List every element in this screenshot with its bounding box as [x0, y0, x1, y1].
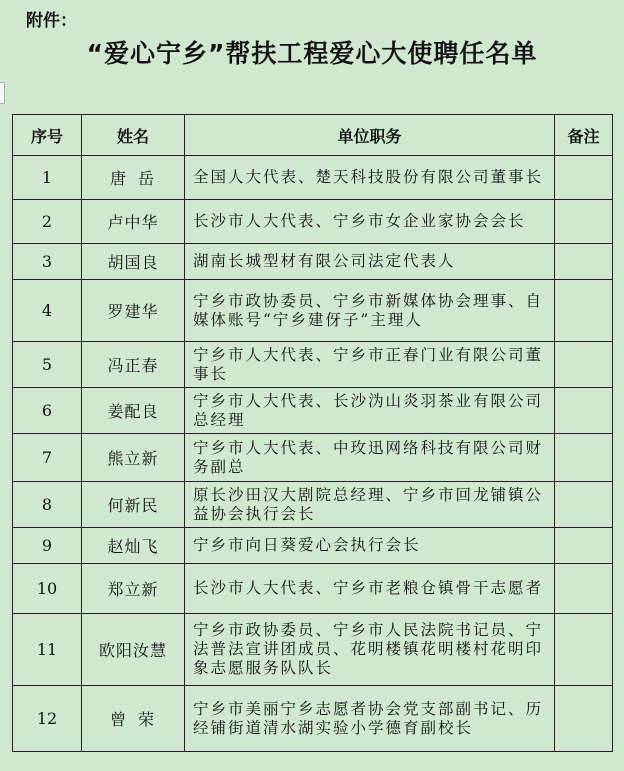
row-name: 赵灿飞	[82, 528, 185, 564]
row-name: 冯正春	[82, 342, 185, 388]
table-row	[13, 388, 613, 434]
row-name: 郑立新	[82, 564, 185, 614]
row-note	[555, 342, 613, 388]
row-number: 1	[13, 156, 82, 200]
row-duty: 宁乡市向日葵爱心会执行会长	[185, 528, 555, 564]
row-number: 6	[13, 388, 82, 434]
row-number: 4	[13, 280, 82, 342]
row-note	[555, 686, 613, 752]
row-note	[555, 482, 613, 528]
row-duty: 长沙市人大代表、宁乡市老粮仓镇骨干志愿者	[185, 564, 555, 614]
table-row	[13, 564, 613, 614]
page-edge-tab	[0, 82, 5, 104]
row-duty: 宁乡市政协委员、宁乡市人民法院书记员、宁法普法宣讲团成员、花明楼镇花明楼村花明印象志愿服务队队长	[185, 614, 555, 686]
row-duty: 原长沙田汉大剧院总经理、宁乡市回龙铺镇公益协会执行会长	[185, 482, 555, 528]
table-row	[13, 482, 613, 528]
row-duty: 宁乡市人大代表、中玫迅网络科技有限公司财务副总	[185, 434, 555, 482]
table-row	[13, 686, 613, 752]
row-note	[555, 244, 613, 280]
row-duty: 湖南长城型材有限公司法定代表人	[185, 244, 555, 280]
row-number: 10	[13, 564, 82, 614]
row-note	[555, 280, 613, 342]
table-row	[13, 156, 613, 200]
row-name: 卢中华	[82, 200, 185, 244]
row-name: 熊立新	[82, 434, 185, 482]
row-number: 12	[13, 686, 82, 752]
table-row	[13, 528, 613, 564]
row-note	[555, 614, 613, 686]
document-title: “爱心宁乡”帮扶工程爱心大使聘任名单	[86, 39, 538, 68]
row-name: 曾荣	[82, 686, 185, 752]
table-row	[13, 342, 613, 388]
row-name: 胡国良	[82, 244, 185, 280]
row-name: 何新民	[82, 482, 185, 528]
row-note	[555, 434, 613, 482]
row-number: 2	[13, 200, 82, 244]
row-name: 唐岳	[82, 156, 185, 200]
row-number: 5	[13, 342, 82, 388]
attachment-label: 附件：	[26, 11, 77, 31]
table-row	[13, 434, 613, 482]
row-number: 9	[13, 528, 82, 564]
header-duty: 单位职务	[185, 115, 555, 156]
row-note	[555, 388, 613, 434]
row-number: 3	[13, 244, 82, 280]
row-note	[555, 528, 613, 564]
header-note: 备注	[555, 115, 613, 156]
row-duty: 长沙市人大代表、宁乡市女企业家协会会长	[185, 200, 555, 244]
table-row	[13, 244, 613, 280]
table-row	[13, 280, 613, 342]
row-note	[555, 156, 613, 200]
appointment-table	[12, 114, 613, 752]
row-duty: 宁乡市人大代表、长沙沩山炎羽茶业有限公司总经理	[185, 388, 555, 434]
header-name: 姓名	[82, 115, 185, 156]
row-duty: 宁乡市人大代表、宁乡市正春门业有限公司董事长	[185, 342, 555, 388]
row-number: 11	[13, 614, 82, 686]
header-no: 序号	[13, 115, 82, 156]
row-number: 8	[13, 482, 82, 528]
row-duty: 宁乡市美丽宁乡志愿者协会党支部副书记、历经铺街道清水湖实验小学德育副校长	[185, 686, 555, 752]
row-duty: 宁乡市政协委员、宁乡市新媒体协会理事、自媒体账号“宁乡建伢子”主理人	[185, 280, 555, 342]
table-row	[13, 200, 613, 244]
row-note	[555, 200, 613, 244]
row-note	[555, 564, 613, 614]
table-row	[13, 614, 613, 686]
row-name: 姜配良	[82, 388, 185, 434]
row-duty: 全国人大代表、楚天科技股份有限公司董事长	[185, 156, 555, 200]
row-name: 罗建华	[82, 280, 185, 342]
row-number: 7	[13, 434, 82, 482]
table-header-row	[13, 115, 613, 156]
row-name: 欧阳汝慧	[82, 614, 185, 686]
